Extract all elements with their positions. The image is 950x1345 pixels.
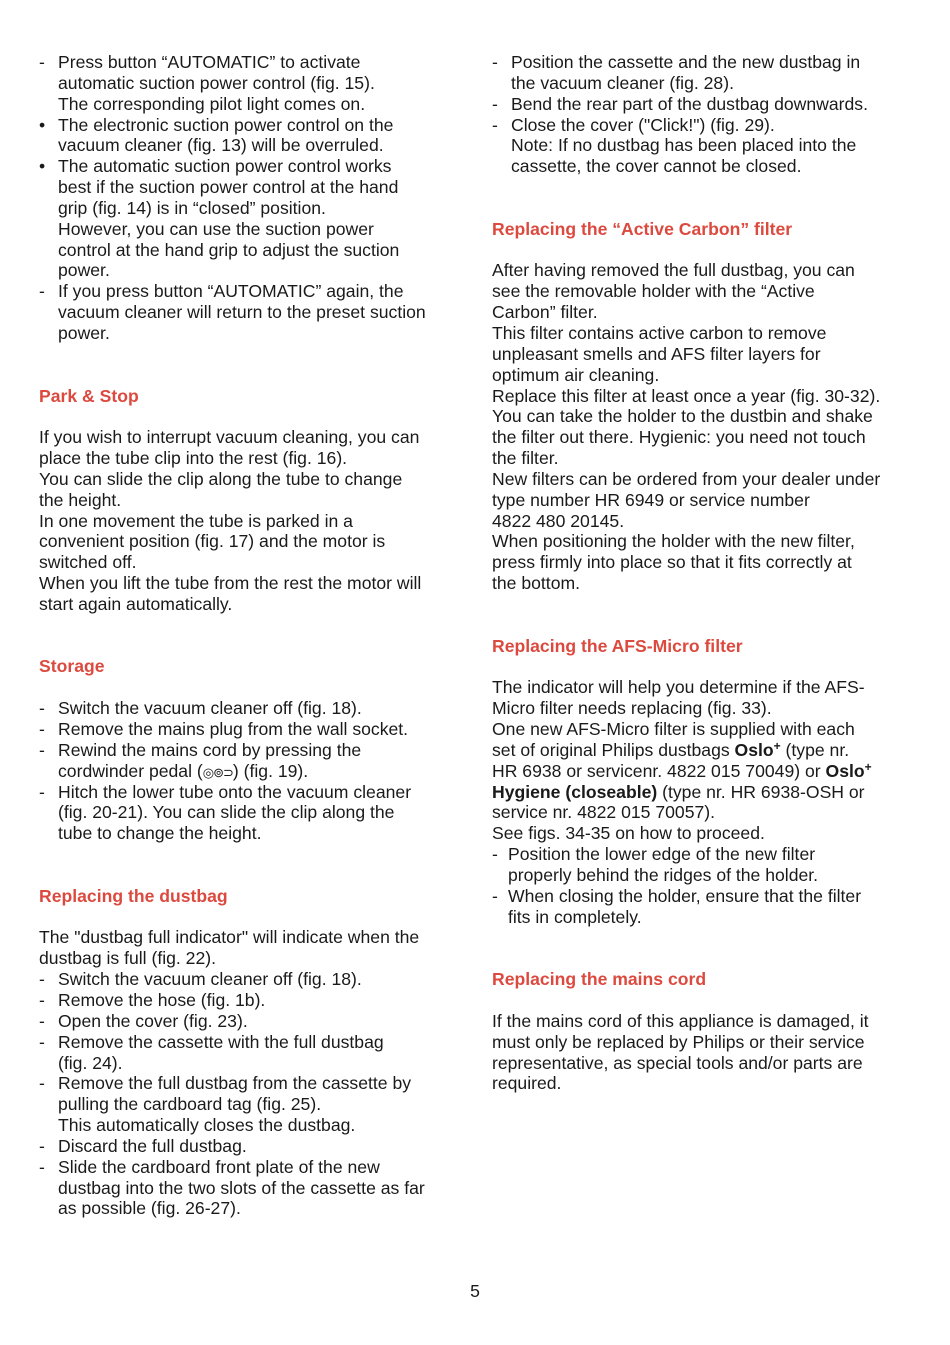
dash-marker: - — [492, 52, 498, 72]
text-line: When closing the holder, ensure that the filter — [508, 885, 862, 906]
text-line: start again automatically. — [39, 593, 233, 614]
text-line: dustbag into the two slots of the cassette as far — [58, 1177, 425, 1198]
list-item — [492, 52, 912, 94]
text-line: the filter out there. Hygienic: you need not touch — [492, 427, 866, 448]
dash-marker: - — [39, 1073, 45, 1094]
text-line: pulling the cardboard tag (fig. 25). — [58, 1094, 322, 1115]
product-name-oslo: Oslo — [734, 739, 774, 760]
text-line: Hitch the lower tube onto the vacuum cleaner — [58, 781, 412, 802]
list-item — [39, 719, 459, 740]
text-line: tube to change the height. — [58, 823, 262, 844]
list-item — [39, 1136, 459, 1157]
list-item — [39, 740, 459, 782]
text-line: The indicator will help you determine if the AFS- — [492, 677, 865, 698]
text-line: representative, as special tools and/or parts are — [492, 1052, 863, 1073]
product-name-oslo: Oslo — [825, 760, 865, 781]
text-line: Position the cassette and the new dustbag in — [511, 52, 861, 72]
text-line: required. — [492, 1073, 562, 1094]
text-line: the filter. — [492, 448, 559, 469]
text-line: Micro filter needs replacing (fig. 33). — [492, 698, 772, 719]
text-line: (fig. 24). — [58, 1052, 123, 1073]
text-line: the bottom. — [492, 573, 581, 594]
dash-marker: - — [39, 281, 45, 302]
text-line: automatic suction power control (fig. 15). — [58, 72, 375, 93]
list-item — [39, 1032, 459, 1074]
text-span: cordwinder pedal ( — [58, 760, 203, 781]
text-line: best if the suction power control at the hand — [58, 177, 399, 198]
section-heading-park-stop: Park & Stop — [39, 385, 139, 406]
text-line: Note: If no dustbag has been placed into the — [511, 135, 857, 156]
text-line: Remove the cassette with the full dustbag — [58, 1031, 384, 1052]
list-item — [39, 115, 459, 157]
text-line: The electronic suction power control on the — [58, 114, 394, 135]
list-item — [39, 782, 459, 845]
text-line: The corresponding pilot light comes on. — [58, 93, 366, 114]
text-line: Position the lower edge of the new filter — [508, 844, 816, 865]
text-line: Bend the rear part of the dustbag downwards. — [511, 93, 868, 114]
text-line: 4822 480 20145. — [492, 510, 625, 531]
section-heading-storage: Storage — [39, 656, 105, 677]
text-line: vacuum cleaner (fig. 13) will be overruled. — [58, 135, 384, 156]
text-line: convenient position (fig. 17) and the motor is — [39, 531, 386, 552]
text-span: (type nr. HR 6938-OSH or — [657, 781, 865, 802]
list-item — [39, 990, 459, 1011]
bullet-marker: • — [39, 156, 46, 177]
list-item — [39, 1011, 459, 1032]
text-line: fits in completely. — [508, 906, 642, 927]
dash-marker: - — [39, 781, 45, 802]
section-heading-mains-cord: Replacing the mains cord — [492, 969, 707, 990]
dash-marker: - — [39, 52, 45, 72]
text-line — [492, 782, 912, 803]
text-line: If the mains cord of this appliance is damaged, it — [492, 1010, 869, 1031]
text-line: Switch the vacuum cleaner off (fig. 18). — [58, 698, 362, 719]
text-line: see the removable holder with the “Active — [492, 281, 815, 302]
text-line: power. — [58, 322, 110, 343]
text-line: Replace this filter at least once a year (fig. 30-32). — [492, 385, 881, 406]
dash-marker: - — [39, 1010, 45, 1031]
text-line: This automatically closes the dustbag. — [58, 1115, 356, 1136]
plus-superscript: + — [864, 759, 872, 774]
text-line: After having removed the full dustbag, you can — [492, 260, 855, 281]
right-column — [492, 52, 912, 1094]
text-line: grip (fig. 14) is in “closed” position. — [58, 197, 326, 218]
text-line: vacuum cleaner will return to the preset suction — [58, 302, 426, 323]
text-line: New filters can be ordered from your dealer under — [492, 468, 881, 489]
section-heading-afs-micro: Replacing the AFS-Micro filter — [492, 635, 743, 656]
text-line: switched off. — [39, 552, 137, 573]
text-line: Switch the vacuum cleaner off (fig. 18). — [58, 969, 362, 990]
dash-marker: - — [492, 885, 498, 906]
product-name-hygiene: Hygiene (closeable) — [492, 781, 658, 802]
dash-marker: - — [39, 739, 45, 760]
text-line: If you press button “AUTOMATIC” again, the — [58, 281, 404, 302]
text-line: press firmly into place so that it fits correctly at — [492, 552, 852, 573]
text-line: as possible (fig. 26-27). — [58, 1198, 241, 1219]
text-line: Close the cover ("Click!") (fig. 29). — [511, 114, 775, 135]
text-span: ) (fig. 19). — [232, 760, 309, 781]
afs-micro-body — [492, 677, 912, 844]
page-number: 5 — [470, 1281, 480, 1301]
text-line: place the tube clip into the rest (fig. 16). — [39, 448, 348, 469]
section-heading-replacing-dustbag: Replacing the dustbag — [39, 885, 228, 906]
text-line: When you lift the tube from the rest the motor will — [39, 573, 422, 594]
text-line: type number HR 6949 or service number — [492, 489, 810, 510]
left-column — [39, 52, 459, 1219]
text-line: The automatic suction power control works — [58, 156, 392, 177]
text-line: You can slide the clip along the tube to change — [39, 468, 403, 489]
active-carbon-body — [492, 260, 912, 594]
text-span: HR 6938 or servicenr. 4822 015 70049) or — [492, 760, 826, 781]
text-line: In one movement the tube is parked in a — [39, 510, 353, 531]
text-line — [492, 740, 912, 761]
list-item — [492, 94, 912, 115]
list-item — [492, 886, 912, 928]
dash-marker: - — [492, 93, 498, 114]
dash-marker: - — [39, 698, 45, 719]
cordwinder-pedal-icon: ◎⊚⊃ — [202, 764, 233, 780]
list-item — [39, 52, 459, 115]
text-span: set of original Philips dustbags — [492, 739, 735, 760]
dash-marker: - — [39, 1135, 45, 1156]
text-line: Discard the full dustbag. — [58, 1135, 247, 1156]
text-line: properly behind the ridges of the holder. — [508, 864, 819, 885]
list-item — [39, 156, 459, 281]
mains-cord-body — [492, 1011, 912, 1094]
text-line: The "dustbag full indicator" will indicate when the — [39, 927, 420, 948]
text-line: Rewind the mains cord by pressing the — [58, 739, 362, 760]
text-line: cassette, the cover cannot be closed. — [511, 156, 802, 177]
plus-superscript: + — [773, 738, 781, 753]
section-heading-active-carbon: Replacing the “Active Carbon” filter — [492, 218, 793, 239]
text-line: Remove the full dustbag from the cassette by — [58, 1073, 412, 1094]
list-item — [492, 115, 912, 178]
text-line: (fig. 20-21). You can slide the clip along the — [58, 802, 395, 823]
text-line: One new AFS-Micro filter is supplied with each — [492, 719, 855, 739]
text-line: If you wish to interrupt vacuum cleaning, you can — [39, 427, 420, 448]
text-line: Carbon” filter. — [492, 302, 598, 323]
text-line: optimum air cleaning. — [492, 364, 660, 385]
list-item — [39, 1157, 459, 1220]
text-line: Remove the mains plug from the wall socket. — [58, 719, 409, 739]
list-item — [39, 281, 459, 344]
dash-marker: - — [39, 1031, 45, 1052]
dash-marker: - — [492, 114, 498, 135]
bullet-marker: • — [39, 114, 46, 135]
text-line: must only be replaced by Philips or their service — [492, 1031, 865, 1052]
text-line: power. — [58, 260, 110, 281]
text-line: You can take the holder to the dustbin and shake — [492, 406, 873, 427]
dash-marker: - — [39, 989, 45, 1010]
park-stop-body — [39, 427, 459, 615]
text-line: Remove the hose (fig. 1b). — [58, 989, 266, 1010]
text-line: unpleasant smells and AFS filter layers for — [492, 343, 821, 364]
text-line: When positioning the holder with the new filter, — [492, 531, 855, 552]
list-item — [492, 844, 912, 886]
list-item — [39, 969, 459, 990]
text-line — [58, 761, 459, 782]
text-line — [492, 761, 912, 782]
dash-marker: - — [39, 719, 45, 739]
text-line: Slide the cardboard front plate of the new — [58, 1156, 380, 1177]
text-line: dustbag is full (fig. 22). — [39, 948, 217, 969]
text-line: See figs. 34-35 on how to proceed. — [492, 823, 765, 844]
text-line: control at the hand grip to adjust the suction — [58, 239, 400, 260]
list-item — [39, 1073, 459, 1136]
text-line: Press button “AUTOMATIC” to activate — [58, 52, 361, 72]
text-line: the height. — [39, 489, 122, 510]
text-span: (type nr. — [780, 739, 850, 760]
dash-marker: - — [39, 1156, 45, 1177]
dash-marker: - — [492, 844, 498, 865]
list-item — [39, 698, 459, 719]
text-line: service nr. 4822 015 70057). — [492, 802, 716, 823]
dash-marker: - — [39, 969, 45, 990]
text-line: However, you can use the suction power — [58, 218, 374, 239]
text-line: the vacuum cleaner (fig. 28). — [511, 72, 734, 93]
text-line: Open the cover (fig. 23). — [58, 1010, 248, 1031]
text-line: This filter contains active carbon to remove — [492, 322, 827, 343]
